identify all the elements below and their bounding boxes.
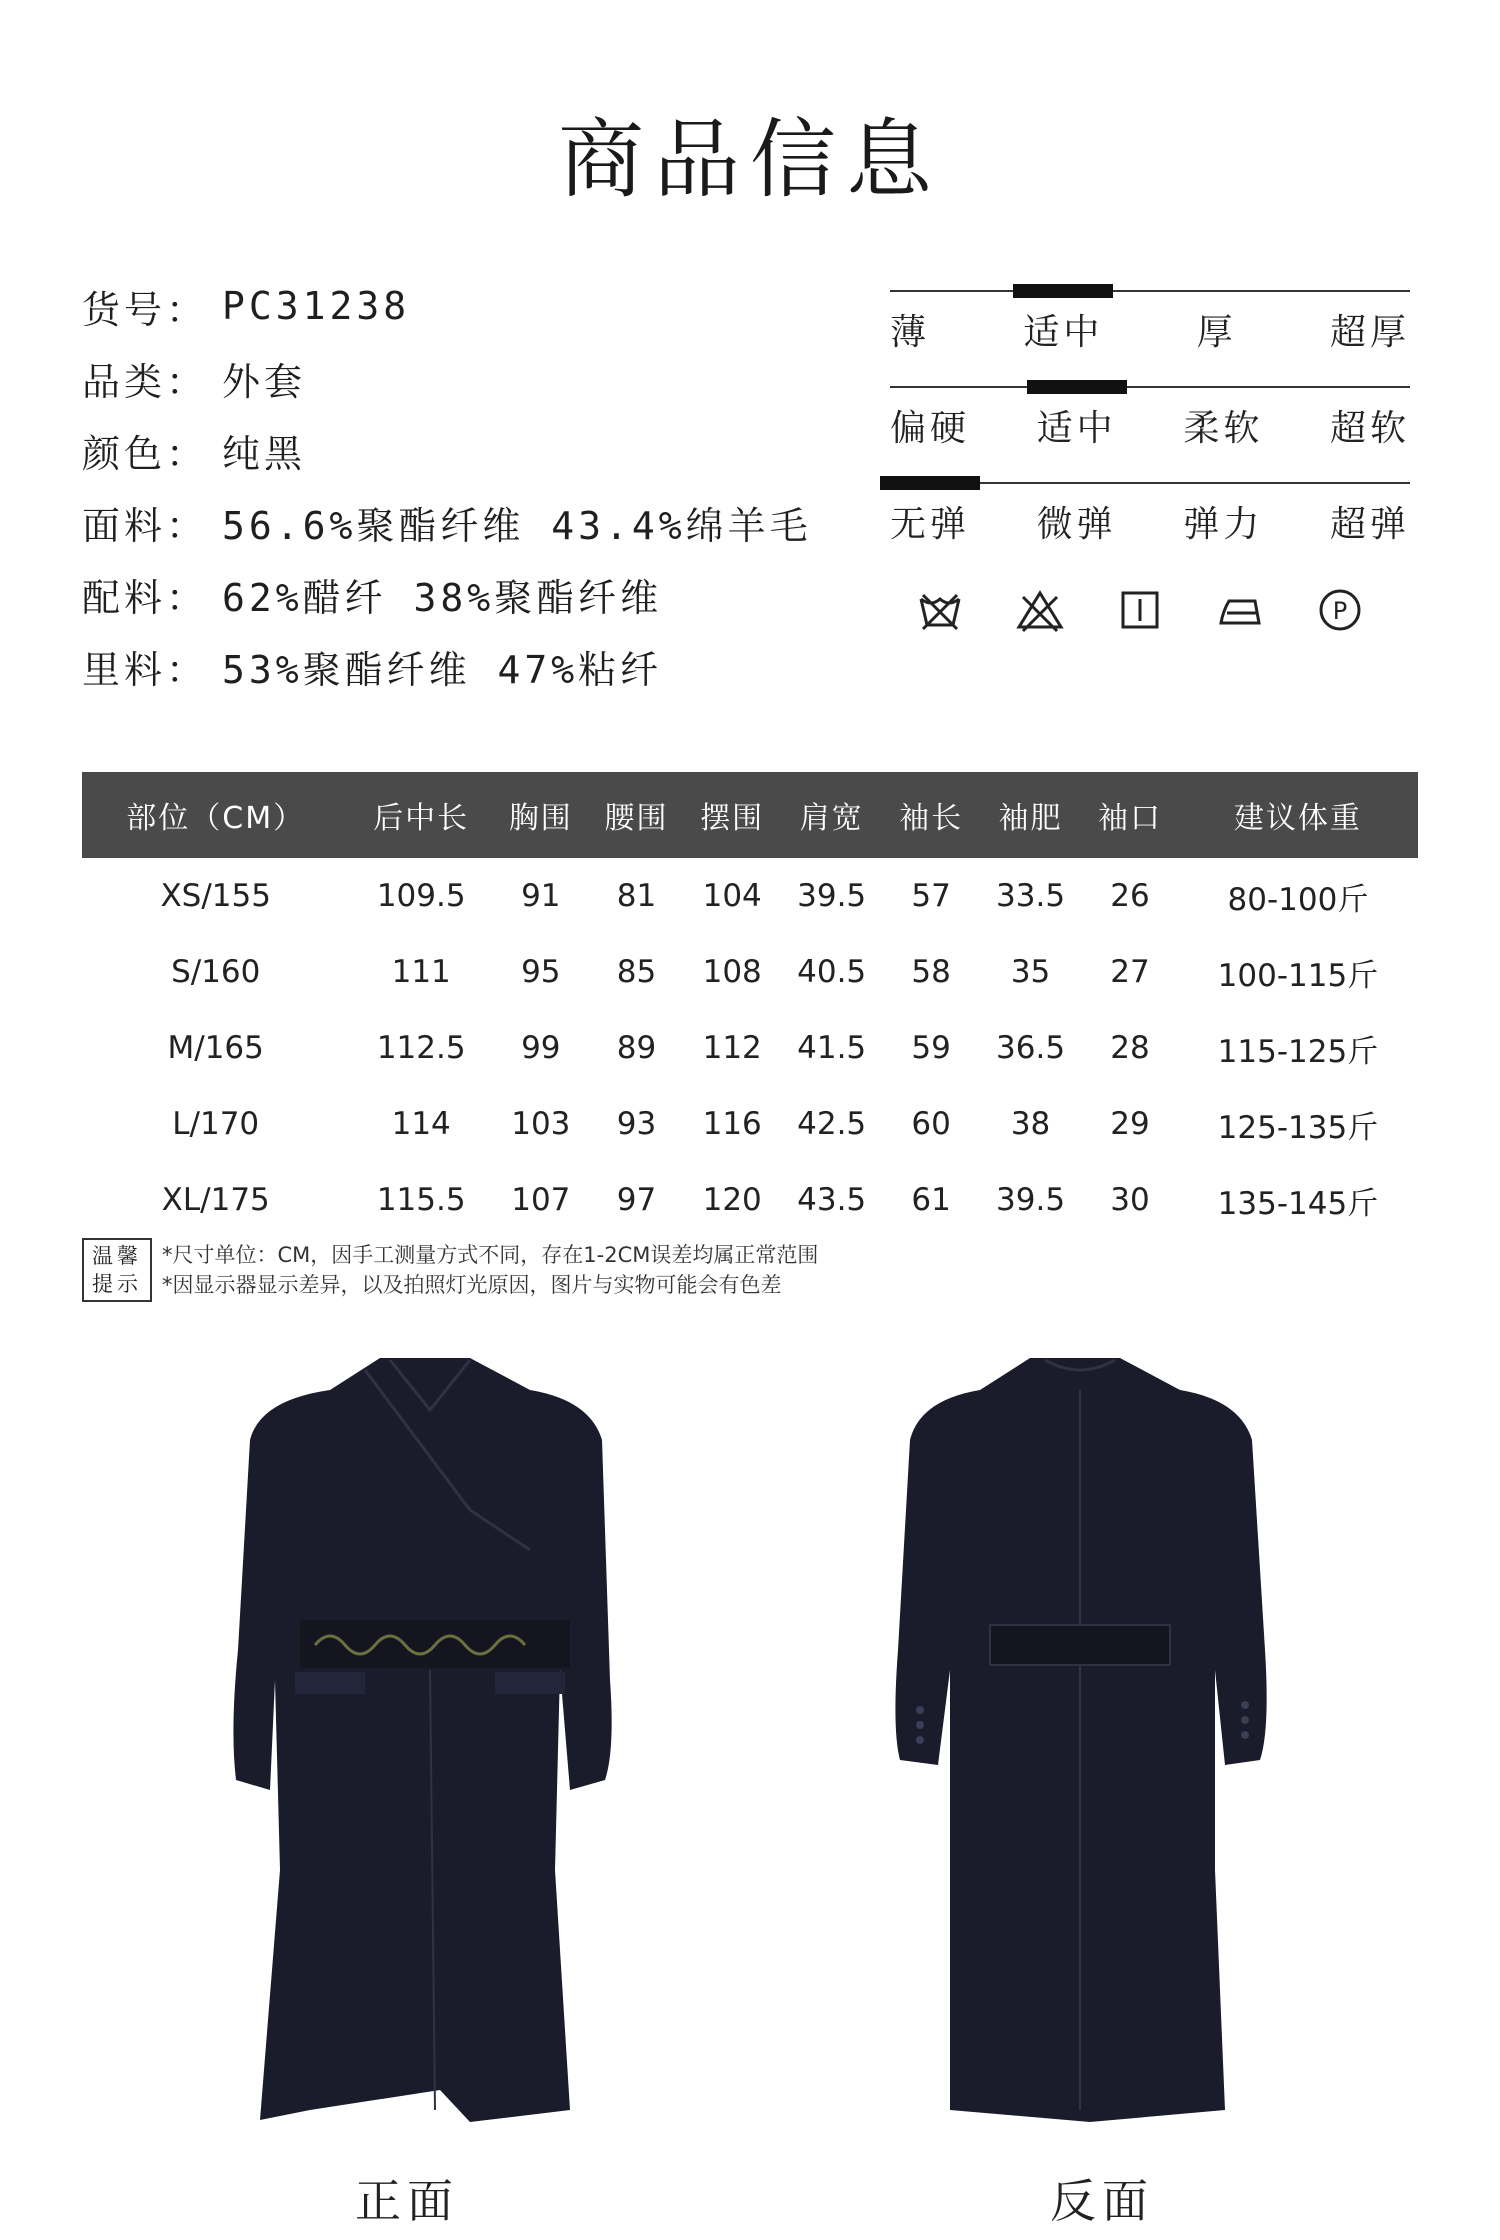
scale-option: 超软 [1329, 408, 1410, 449]
table-row [82, 1086, 1418, 1162]
info-label: 里料： [82, 647, 209, 692]
care-icons [915, 585, 1365, 635]
table-cell: 60 [911, 1106, 951, 1142]
scale-option: 适中 [1036, 408, 1117, 449]
table-cell: XS/155 [160, 878, 271, 914]
table-cell: 35 [1010, 954, 1051, 990]
info-row-color [82, 414, 812, 486]
scale-option: 微弹 [1036, 504, 1117, 545]
info-row-fabric [82, 486, 812, 558]
info-label: 配料： [82, 575, 209, 620]
table-cell: 61 [911, 1182, 951, 1218]
column-header: 建议体重 [1178, 772, 1418, 858]
info-label: 货号： [82, 287, 209, 332]
table-cell: 27 [1110, 954, 1150, 990]
column-header: 后中长 [349, 772, 493, 858]
scale-option: 超弹 [1329, 504, 1410, 545]
table-cell: 112.5 [376, 1030, 466, 1066]
iron-icon [1215, 585, 1265, 635]
scale-line [890, 386, 1410, 388]
table-cell: M/165 [167, 1030, 264, 1066]
table-cell: 30 [1110, 1182, 1150, 1218]
product-info [82, 270, 812, 702]
tips-line: *因显示器显示差异，以及拍照灯光原因，图片与实物可能会有色差 [162, 1273, 782, 1297]
table-cell: 125-135斤 [1217, 1109, 1379, 1146]
info-label: 颜色： [82, 431, 209, 476]
table-cell: 135-145斤 [1217, 1185, 1379, 1222]
table-cell: 29 [1110, 1106, 1150, 1142]
info-row-category [82, 342, 812, 414]
scale-option: 无弹 [890, 504, 971, 545]
attribute-scales [890, 280, 1410, 568]
info-value: 62%醋纤 38%聚酯纤维 [222, 575, 663, 620]
table-cell: 91 [521, 878, 561, 914]
scale-option: 柔软 [1183, 408, 1264, 449]
info-row-lining [82, 630, 812, 702]
column-header: 肩宽 [780, 772, 883, 858]
info-value: PC31238 [222, 284, 411, 328]
table-cell: 116 [702, 1106, 762, 1142]
table-cell: 39.5 [797, 878, 867, 914]
scale-option: 厚 [1196, 312, 1237, 353]
info-label: 品类： [82, 359, 209, 404]
tumble-dry-icon [1115, 585, 1165, 635]
table-cell: 111 [391, 954, 451, 990]
table-cell: 33.5 [996, 878, 1066, 914]
table-cell: 109.5 [376, 878, 466, 914]
table-cell: 107 [511, 1182, 571, 1218]
column-header: 腰围 [589, 772, 685, 858]
scale-option: 弹力 [1183, 504, 1264, 545]
table-cell: 104 [702, 878, 762, 914]
table-cell: 80-100斤 [1227, 881, 1369, 918]
table-cell: 100-115斤 [1217, 957, 1379, 994]
column-header: 袖口 [1082, 772, 1178, 858]
table-cell: 120 [702, 1182, 762, 1218]
table-cell: 115.5 [376, 1182, 466, 1218]
info-row-accessory [82, 558, 812, 630]
table-row [82, 1162, 1418, 1238]
table-cell: 85 [616, 954, 657, 990]
table-row [82, 934, 1418, 1010]
dry-clean-p-icon [1315, 585, 1365, 635]
coat-back-image [880, 1350, 1280, 2130]
table-cell: 81 [616, 878, 657, 914]
tips-line: *尺寸单位：CM，因手工测量方式不同，存在1-2CM误差均属正常范围 [162, 1243, 819, 1267]
softness-scale [890, 376, 1410, 472]
column-header: 摆围 [684, 772, 780, 858]
info-value: 外套 [222, 359, 307, 404]
page-title: 商品信息 [558, 110, 942, 210]
table-row [82, 1010, 1418, 1086]
table-cell: 58 [911, 954, 951, 990]
scale-marker [1013, 284, 1113, 298]
table-cell: 89 [616, 1030, 657, 1066]
scale-option: 偏硬 [890, 408, 971, 449]
scale-marker [1027, 380, 1127, 394]
info-label: 面料： [82, 503, 209, 548]
svg-text:P: P [1332, 597, 1348, 625]
tips-label-line: 提示 [92, 1272, 142, 1296]
thickness-scale [890, 280, 1410, 376]
scale-option: 超厚 [1329, 312, 1410, 353]
table-cell: 112 [702, 1030, 762, 1066]
info-value: 53%聚酯纤维 47%粘纤 [222, 647, 663, 692]
table-cell: 99 [521, 1030, 561, 1066]
table-cell: 28 [1110, 1030, 1150, 1066]
table-cell: 36.5 [996, 1030, 1066, 1066]
table-cell: 40.5 [797, 954, 867, 990]
no-wash-icon [915, 585, 965, 635]
column-header: 胸围 [493, 772, 589, 858]
table-cell: 41.5 [797, 1030, 867, 1066]
tips-label-line: 温馨 [92, 1244, 142, 1268]
table-cell: 43.5 [797, 1182, 867, 1218]
info-value: 纯黑 [222, 431, 307, 476]
scale-line [890, 290, 1410, 292]
scale-option: 适中 [1023, 312, 1104, 353]
size-table [82, 772, 1418, 1238]
tips-note [82, 1238, 818, 1302]
front-caption: 正面 [355, 2174, 459, 2228]
table-cell: 93 [616, 1106, 657, 1142]
coat-front-image [230, 1350, 630, 2130]
table-cell: L/170 [172, 1106, 260, 1142]
table-cell: 38 [1010, 1106, 1051, 1142]
table-cell: 59 [911, 1030, 951, 1066]
scale-option: 薄 [890, 312, 931, 353]
elasticity-scale [890, 472, 1410, 568]
table-cell: 108 [702, 954, 762, 990]
tips-label [82, 1238, 152, 1302]
table-cell: 114 [391, 1106, 451, 1142]
table-cell: 39.5 [996, 1182, 1066, 1218]
back-caption: 反面 [1050, 2174, 1154, 2228]
table-cell: 42.5 [797, 1106, 867, 1142]
table-cell: 103 [511, 1106, 571, 1142]
table-row [82, 858, 1418, 934]
table-cell: XL/175 [161, 1182, 270, 1218]
scale-marker [880, 476, 980, 490]
no-bleach-icon [1015, 585, 1065, 635]
column-header: 部位（CM） [82, 772, 349, 858]
size-table-header [82, 772, 1418, 858]
info-value: 56.6%聚酯纤维 43.4%绵羊毛 [222, 503, 812, 548]
column-header: 袖肥 [979, 772, 1082, 858]
table-cell: 95 [521, 954, 561, 990]
column-header: 袖长 [883, 772, 979, 858]
table-cell: 26 [1110, 878, 1150, 914]
table-cell: S/160 [171, 954, 261, 990]
table-cell: 97 [616, 1182, 657, 1218]
info-row-sku [82, 270, 812, 342]
table-cell: 115-125斤 [1217, 1033, 1379, 1070]
table-cell: 57 [911, 878, 951, 914]
